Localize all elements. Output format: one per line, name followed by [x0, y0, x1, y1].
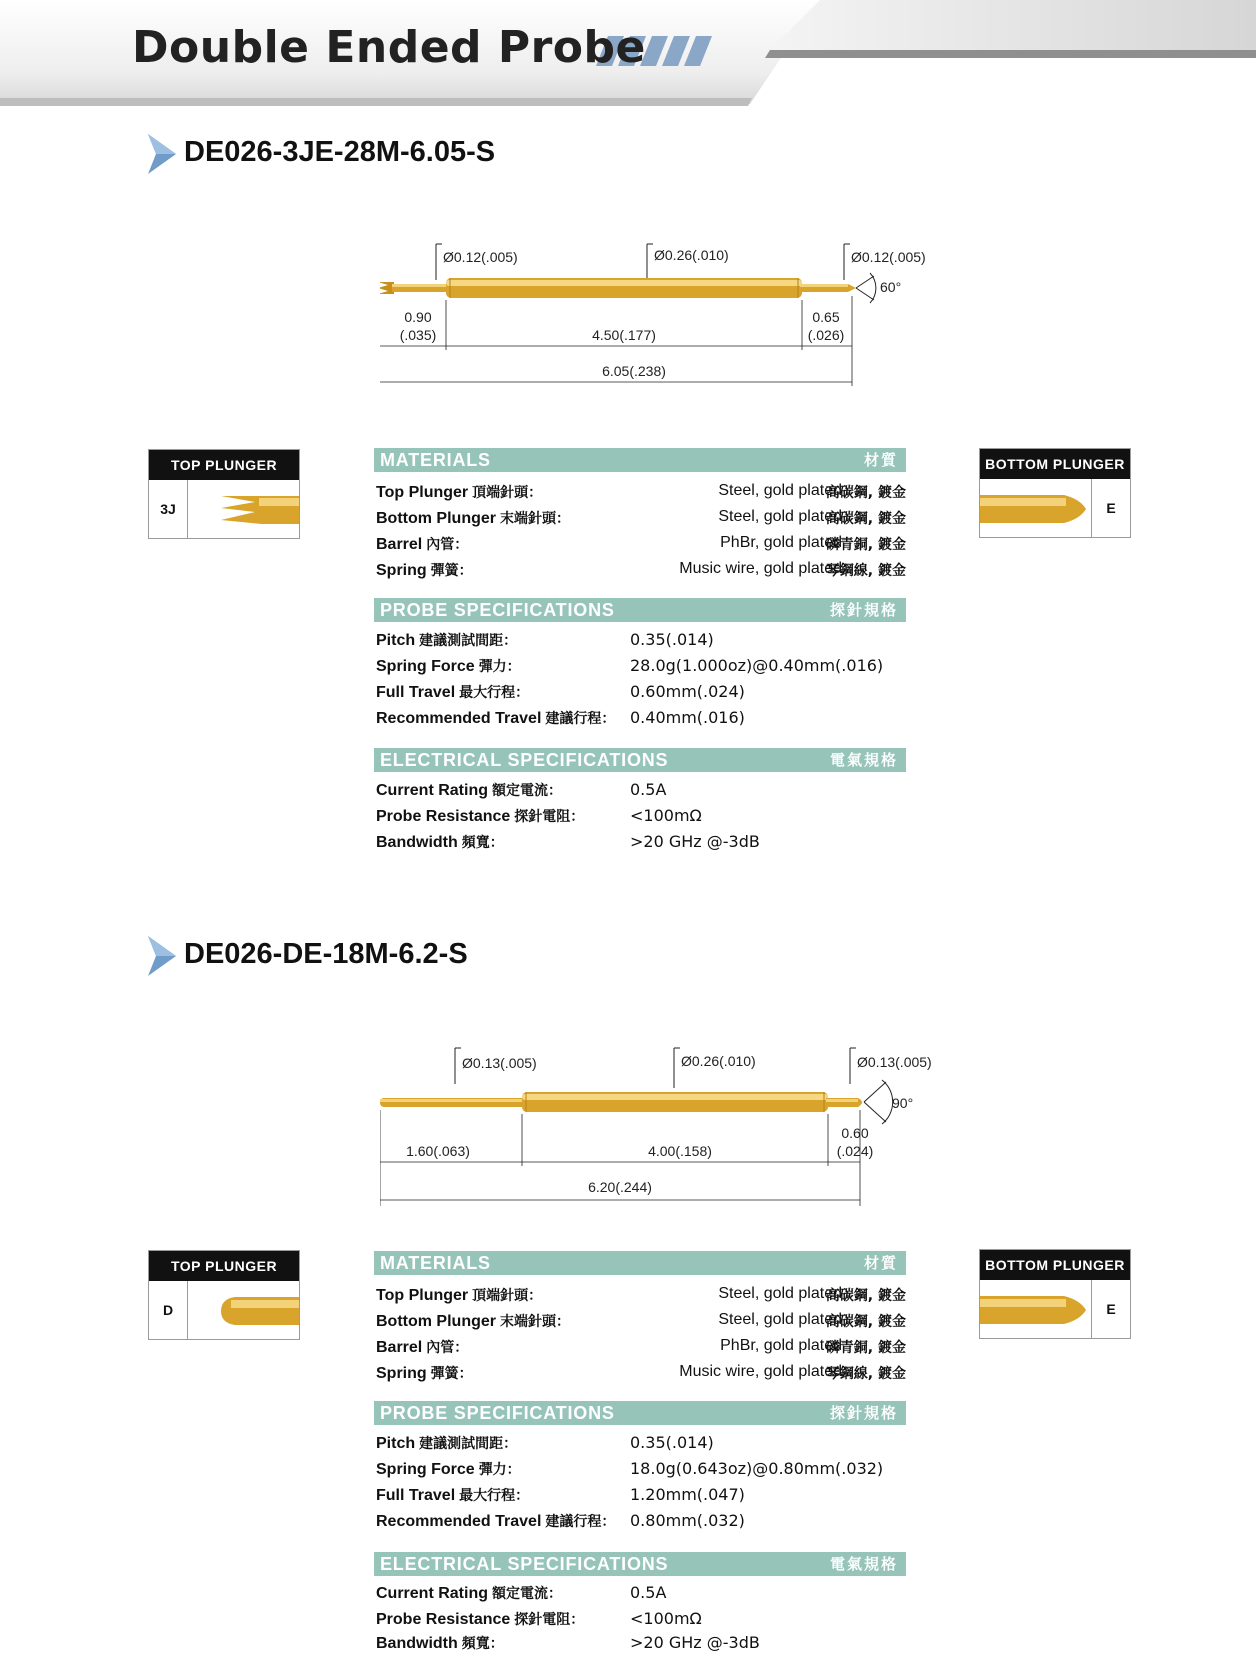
top-plunger-code: 3J	[160, 501, 176, 517]
dim-right-len-b: (.024)	[836, 1143, 874, 1159]
bottom-plunger-tip-image	[980, 489, 1088, 527]
dim-total-len: 6.20(.244)	[588, 1179, 652, 1195]
materials-row: Bottom Plunger 末端針頭： Steel, gold plated 高碳鋼, 鍍金	[376, 1311, 906, 1330]
dim-dia-center: Ø0.26(.010)	[654, 247, 729, 263]
materials-header: MATERIALS 材質	[374, 1251, 906, 1275]
dim-center-len: 4.50(.177)	[592, 327, 656, 343]
electrical-spec-row: Bandwidth 頻寬： >20 GHz @-3dB	[376, 1633, 760, 1652]
bottom-plunger-tip-image	[980, 1290, 1088, 1328]
top-plunger-box	[148, 1250, 300, 1340]
materials-row: Top Plunger 頂端針頭： Steel, gold plated 高碳鋼, 鍍金	[376, 482, 906, 501]
bottom-plunger-header: BOTTOM PLUNGER	[980, 1250, 1130, 1280]
materials-row: Bottom Plunger 末端針頭： Steel, gold plated 高碳鋼, 鍍金	[376, 508, 906, 527]
chevron-right-icon	[148, 936, 176, 976]
dim-right-len-a: 0.65	[812, 309, 840, 325]
top-plunger-header: TOP PLUNGER	[149, 1251, 299, 1281]
dim-left-len-b: 1.60(.063)	[406, 1143, 470, 1159]
top-plunger-tip-image	[221, 1291, 299, 1329]
dim-angle: 60°	[880, 279, 902, 295]
page-header	[0, 0, 1256, 110]
probe-spec-row: Pitch 建議測試間距： 0.35(.014)	[376, 1433, 714, 1452]
probe-spec-row: Spring Force 彈力： 18.0g(0.643oz)@0.80mm(.032)	[376, 1459, 884, 1478]
probe-dimension-drawing	[380, 1022, 940, 1232]
materials-row: Spring 彈簧： Music wire, gold plated 琴鋼線, 鍍金	[376, 1363, 906, 1382]
chevron-right-icon	[148, 134, 176, 174]
probe-spec-row: Recommended Travel 建議行程： 0.40mm(.016)	[376, 708, 745, 727]
probe-spec-row: Recommended Travel 建議行程： 0.80mm(.032)	[376, 1511, 745, 1530]
dim-dia-right: Ø0.12(.005)	[851, 249, 926, 265]
bottom-plunger-code: E	[1106, 500, 1116, 516]
top-plunger-code: D	[162, 1302, 174, 1318]
page-title: Double Ended Probe	[132, 22, 646, 73]
probe-dimension-drawing	[380, 218, 940, 428]
dim-right-len-a: 0.60	[841, 1125, 869, 1141]
probe-spec-row: Pitch 建議測試間距： 0.35(.014)	[376, 630, 714, 649]
bottom-plunger-code: E	[1106, 1301, 1116, 1317]
materials-row: Spring 彈簧： Music wire, gold plated 琴鋼線, 鍍金	[376, 560, 906, 579]
electrical-spec-row: Bandwidth 頻寬： >20 GHz @-3dB	[376, 832, 760, 851]
dim-dia-left: Ø0.12(.005)	[443, 249, 518, 265]
model-title: DE026-3JE-28M-6.05-S	[184, 136, 496, 168]
electrical-specs-header: ELECTRICAL SPECIFICATIONS 電氣規格	[374, 748, 906, 772]
materials-row: Barrel 內管： PhBr, gold plated 磷青銅, 鍍金	[376, 1337, 906, 1356]
model-title: DE026-DE-18M-6.2-S	[184, 938, 468, 970]
dim-right-len-b: (.026)	[807, 327, 845, 343]
electrical-specs-header: ELECTRICAL SPECIFICATIONS 電氣規格	[374, 1552, 906, 1576]
dim-left-len-a: 0.90	[404, 309, 432, 325]
probe-spec-row: Full Travel 最大行程： 1.20mm(.047)	[376, 1485, 745, 1504]
probe-specs-header: PROBE SPECIFICATIONS 探針規格	[374, 1401, 906, 1425]
dim-dia-left: Ø0.13(.005)	[462, 1055, 537, 1071]
dim-dia-center: Ø0.26(.010)	[681, 1053, 756, 1069]
electrical-spec-row: Current Rating 額定電流： 0.5A	[376, 1583, 667, 1602]
dim-total-len: 6.05(.238)	[602, 363, 666, 379]
bottom-plunger-header: BOTTOM PLUNGER	[980, 449, 1130, 479]
bottom-plunger-box	[979, 448, 1131, 538]
materials-row: Barrel 內管： PhBr, gold plated 磷青銅, 鍍金	[376, 534, 906, 553]
probe-spec-row: Spring Force 彈力： 28.0g(1.000oz)@0.40mm(.016)	[376, 656, 884, 675]
dim-angle: 90°	[892, 1095, 914, 1111]
electrical-spec-row: Probe Resistance 探針電阻： <100mΩ	[376, 1609, 702, 1628]
dim-left-len-b: (.035)	[399, 327, 437, 343]
top-plunger-box	[148, 449, 300, 539]
probe-specs-header: PROBE SPECIFICATIONS 探針規格	[374, 598, 906, 622]
bottom-plunger-box	[979, 1249, 1131, 1339]
electrical-spec-row: Probe Resistance 探針電阻： <100mΩ	[376, 806, 702, 825]
materials-row: Top Plunger 頂端針頭： Steel, gold plated 高碳鋼, 鍍金	[376, 1285, 906, 1304]
dim-center-len: 4.00(.158)	[648, 1143, 712, 1159]
probe-spec-row: Full Travel 最大行程： 0.60mm(.024)	[376, 682, 745, 701]
dim-dia-right: Ø0.13(.005)	[857, 1054, 932, 1070]
materials-header: MATERIALS 材質	[374, 448, 906, 472]
electrical-spec-row: Current Rating 額定電流： 0.5A	[376, 780, 667, 799]
top-plunger-tip-image	[221, 490, 299, 528]
top-plunger-header: TOP PLUNGER	[149, 450, 299, 480]
